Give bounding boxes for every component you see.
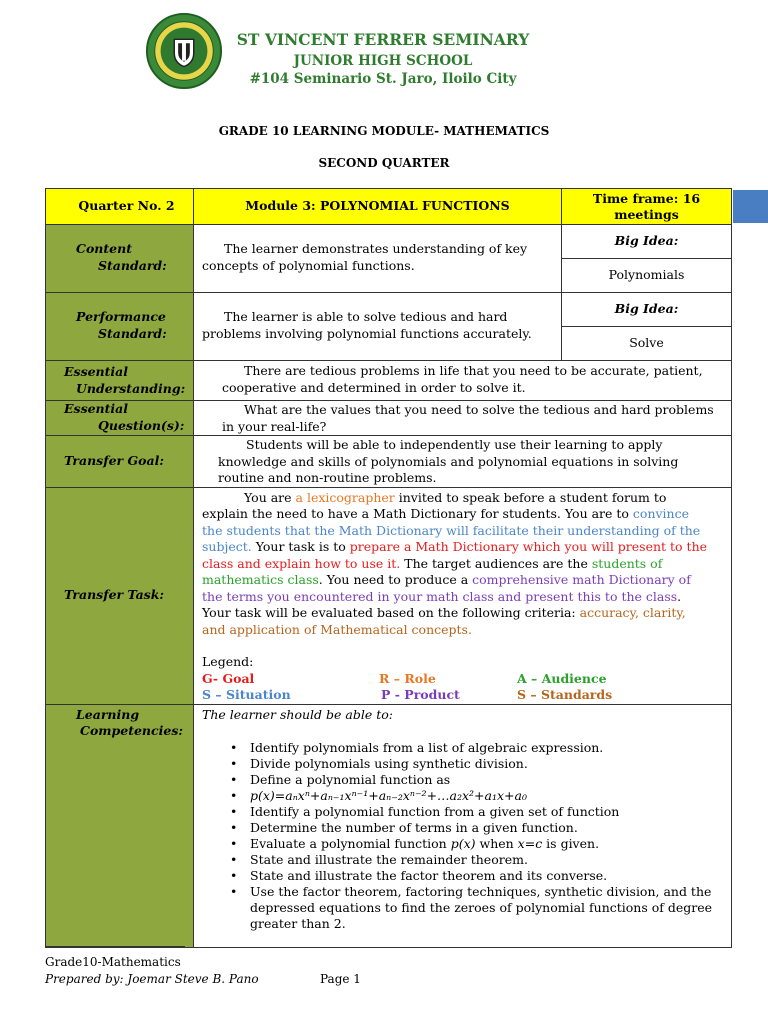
competencies-intro: The learner should be able to:: [202, 706, 393, 722]
list-item: • Use the factor theorem, factoring techniques, synthetic division, and the depressed equations to find the zeroes of polynomial functions of degree greater than 2.: [230, 884, 719, 932]
school-address: #104 Seminario St. Jaro, Iloilo City: [249, 71, 517, 87]
situation-text: convince the students that the Math Dictionary will facilitate their understanding of the subject.: [202, 506, 701, 554]
performance-standard-label: Performance Standard:: [46, 293, 194, 361]
list-item: • Determine the number of terms in a given function.: [230, 820, 719, 836]
footer-page-number: Page 1: [320, 972, 361, 986]
transfer-task-text: You are a lexicographer invited to speak before a student forum to explain the need to have a Math Dictionary for students. You are to convince the students that the Math Dictionary will facilitate their understanding of the subject. Your task is to prepare a Math Dictionary which you will present to the class and explain how to use it. The target audiences are the students of mathematics class. You need to produce a comprehensive math Dictionary of the terms you encountered in your math class and present this to the class. Your task will be evaluated based on the following criteria: accuracy, clarity, and application of Mathematical concepts.: [202, 489, 708, 637]
competencies-list: [230, 740, 719, 932]
big-idea-cell-2: [562, 293, 732, 361]
essential-understanding-row: [46, 361, 732, 401]
transfer-task-row: [46, 487, 732, 704]
big-idea-value: Solve: [629, 335, 664, 350]
big-idea-label: Big Idea:: [562, 225, 731, 259]
school-seal-logo: [145, 12, 223, 90]
quarter-cell: Quarter No. 2: [46, 189, 194, 225]
module-table: [45, 188, 732, 948]
goal-text: prepare a Math Dictionary which you will present to the class and explain how to use it.: [202, 539, 708, 571]
performance-standard-text: The learner is able to solve tedious and hard problems involving polynomial functions accurately.: [194, 293, 562, 361]
product-text: comprehensive math Dictionary of the terms you encountered in your math class and present this to the class: [202, 572, 691, 604]
module-title: GRADE 10 LEARNING MODULE- MATHEMATICS: [218, 124, 550, 138]
footer-prepared-by: Prepared by: Joemar Steve B. Pano: [45, 972, 259, 986]
table-header-row: [46, 189, 732, 225]
legend-situation: S – Situation: [202, 687, 291, 702]
list-item: • State and illustrate the factor theorem and its converse.: [230, 868, 719, 884]
transfer-goal-row: [46, 436, 732, 488]
list-item: • Identify polynomials from a list of algebraic expression.: [230, 740, 719, 756]
footer-subject: Grade10-Mathematics: [45, 955, 181, 969]
learning-competencies-cell: [194, 704, 732, 947]
school-division: JUNIOR HIGH SCHOOL: [293, 53, 473, 69]
performance-standard-row: [46, 293, 732, 361]
legend-goal: G- Goal: [202, 670, 255, 686]
standards-text: accuracy, clarity, and application of Mathematical concepts.: [202, 605, 686, 637]
list-item: • Divide polynomials using synthetic division.: [230, 756, 719, 772]
footer-divider: [45, 946, 185, 947]
audience-text: students of mathematics class: [202, 555, 663, 587]
content-standard-text: The learner demonstrates understanding of key concepts of polynomial functions.: [194, 225, 562, 293]
quarter-title: SECOND QUARTER: [318, 156, 450, 170]
module-cell: Module 3: POLYNOMIAL FUNCTIONS: [194, 189, 562, 225]
timeframe-cell: Time frame: 16 meetings: [562, 189, 732, 225]
content-standard-row: [46, 225, 732, 293]
legend-standards: S – Standards: [517, 687, 613, 702]
blue-side-tab: [733, 190, 768, 223]
legend-role: R – Role: [379, 670, 436, 686]
school-name: ST VINCENT FERRER SEMINARY: [236, 30, 530, 49]
essential-understanding-label: Essential Understanding:: [46, 361, 194, 401]
transfer-task-cell: [194, 487, 732, 704]
content-standard-label: Content Standard:: [46, 225, 194, 293]
essential-question-row: [46, 401, 732, 436]
list-item: • Identify a polynomial function from a given set of function: [230, 804, 719, 820]
essential-question-label: Essential Question(s):: [46, 401, 194, 436]
legend-product: P - Product: [381, 687, 460, 702]
legend-title: Legend:: [202, 654, 254, 669]
transfer-goal-text: Students will be able to independently use their learning to apply knowledge and skills of polynomials and polynomial equations in solving routine and non-routine problems.: [194, 436, 732, 488]
big-idea-label: Big Idea:: [562, 293, 731, 327]
big-idea-cell-1: [562, 225, 732, 293]
list-item: • Define a polynomial function as: [230, 772, 719, 788]
transfer-task-label: Transfer Task:: [46, 487, 194, 704]
learning-competencies-row: [46, 704, 732, 947]
essential-understanding-text: There are tedious problems in life that you need to be accurate, patient, cooperative and determined in order to solve it.: [194, 361, 732, 401]
transfer-goal-label: Transfer Goal:: [46, 436, 194, 488]
list-item: • State and illustrate the remainder theorem.: [230, 852, 719, 868]
legend-audience: A – Audience: [517, 670, 607, 686]
learning-competencies-label: Learning Competencies:: [46, 704, 194, 947]
essential-question-text: What are the values that you need to solve the tedious and hard problems in your real-life?: [194, 401, 732, 436]
legend: [202, 671, 711, 704]
list-item: • Evaluate a polynomial function p(x) when x=c is given.: [230, 836, 719, 852]
big-idea-value: Polynomials: [608, 267, 685, 282]
page-header: [0, 0, 768, 120]
polynomial-formula: • p(x)=aₙxⁿ+aₙ₋₁xⁿ⁻¹+aₙ₋₂xⁿ⁻²+…a₂x²+a₁x+a₀: [230, 788, 719, 804]
role-text: a lexicographer: [295, 489, 395, 505]
